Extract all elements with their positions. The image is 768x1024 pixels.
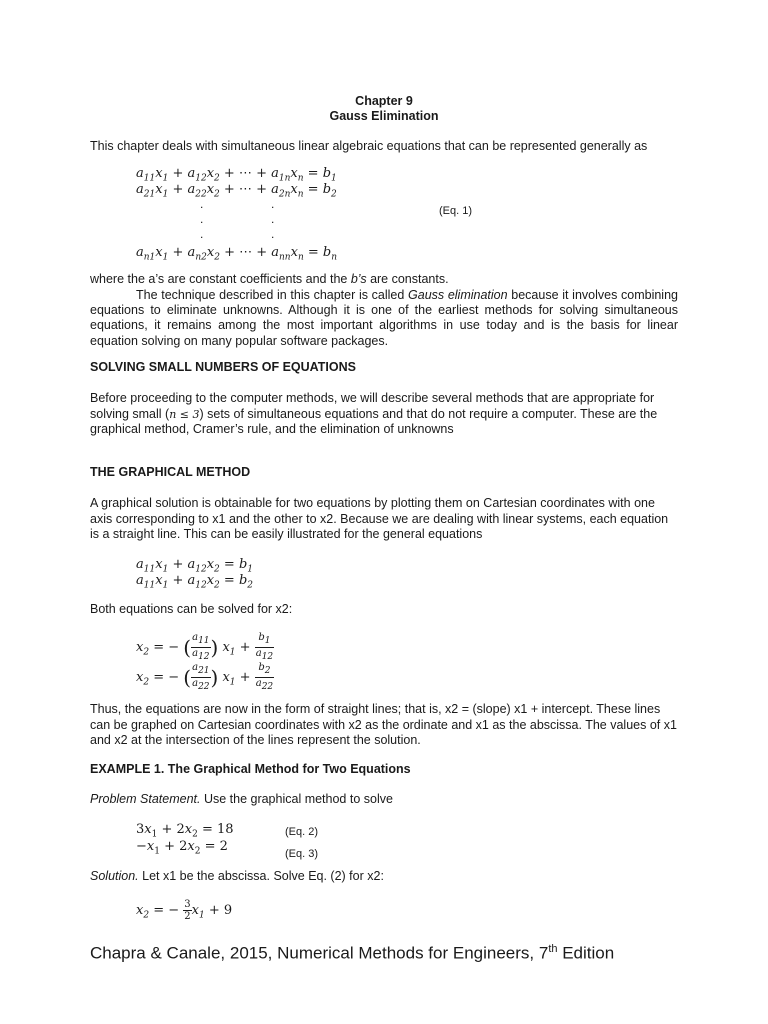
where-paragraph: where the a’s are constant coefficients and the b’s are constants. [90, 272, 449, 286]
eq2-label: (Eq. 2) [285, 826, 319, 838]
solution-equation: $x_2$ = − $\frac{3}{2}$ $x_1 + 9$ [136, 899, 233, 922]
solution-text: Solution. Let x1 be the abscissa. Solve Eq. (2) for x2: [90, 869, 384, 883]
chapter-number: Chapter 9 [355, 94, 413, 108]
solved-for-text: Both equations can be solved for x2: [90, 602, 293, 616]
chapter-title: Gauss Elimination [329, 109, 439, 123]
section-small-systems-paragraph: Before proceeding to the computer methods, we will describe several methods that are appropriate for solving small (n ≤ 3) sets of simultaneous equations and that do not require a computer. These are the graphical method, Cramer’s rule, and the elimination of unknowns [90, 391, 658, 437]
eq1-label: (Eq. 1) [439, 205, 473, 217]
footer-citation: Chapra & Canale, 2015, Numerical Methods for Engineers, 7th Edition [90, 943, 615, 963]
thus-paragraph: Thus, the equations are now in the form of straight lines; that is, x2 = (slope) x1 + intercept. These lines can be graphed on Cartesian coordinates with x2 as the ordinate and x1 as the abscissa. The values of x1 and x2 at the intersection of the lines represent the solution. [90, 702, 677, 748]
intro-paragraph: This chapter deals with simultaneous linear algebraic equations that can be represented generally as [90, 139, 648, 153]
graphical-paragraph: A graphical solution is obtainable for two equations by plotting them on Cartesian coordinates with one axis corresponding to x1 and the other to x2. Because we are dealing with linear systems, each equation is a straight line. This can be easily illustrated for the general equations [90, 496, 669, 542]
section-heading-small-systems: SOLVING SMALL NUMBERS OF EQUATIONS [90, 360, 356, 374]
problem-statement: Problem Statement. Use the graphical method to solve [90, 792, 393, 806]
technique-paragraph: The technique described in this chapter is called Gauss elimination because it involves combining equations to eliminate unknowns. Although it is one of the earliest methods for solving simultaneous equations, it remains among the most important algorithms in use today and is the basis for linear equation solving on many popular software packages. [90, 288, 678, 348]
example-heading: EXAMPLE 1. The Graphical Method for Two Equations [90, 762, 411, 776]
eq3-label: (Eq. 3) [285, 848, 319, 860]
section-heading-graphical: THE GRAPHICAL METHOD [90, 465, 251, 479]
